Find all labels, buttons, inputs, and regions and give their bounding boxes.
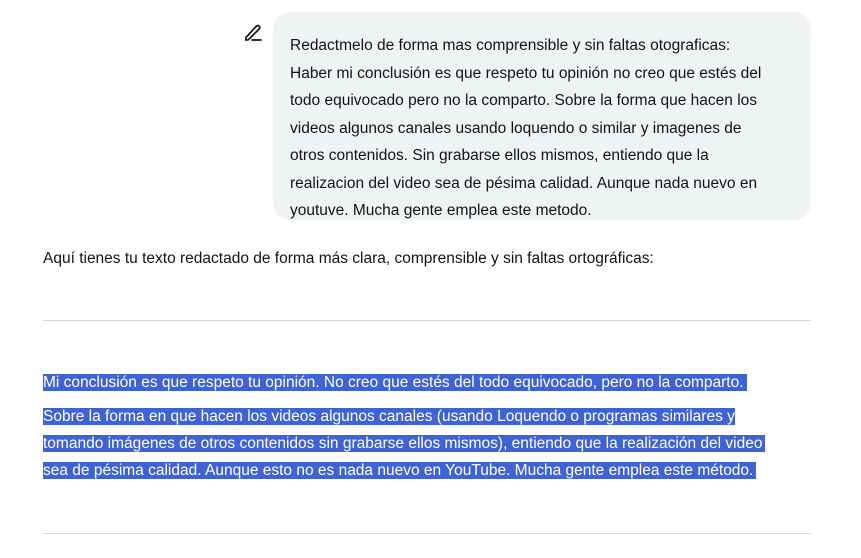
response-paragraph-1[interactable] [43,369,747,396]
response-intro: Aquí tienes tu texto redactado de forma más clara, comprensible y sin faltas ortográficas: [43,250,654,267]
pencil-icon[interactable] [243,22,263,42]
divider [43,320,811,321]
selected-text-line: Mi conclusión es que respeto tu opinión. No creo que estés del todo equivocado, pero no la comparto. [43,369,747,396]
user-message-line: videos algunos canales usando loquendo o similar y imagenes de [290,119,742,137]
user-message-line: otros contenidos. Sin grabarse ellos mismos, entiendo que la [290,147,709,164]
selected-text-line: tomando imágenes de otros contenidos sin grabarse ellos mismos), entiendo que la realización del video [43,430,765,457]
user-message-line: Redactmelo de forma mas comprensible y sin faltas otograficas: [290,37,731,54]
user-message-line: youtuve. Mucha gente emplea este metodo. [290,202,592,219]
divider [43,533,811,534]
selected-text-line: sea de pésima calidad. Aunque esto no es nada nuevo en YouTube. Mucha gente emplea este método. [43,457,765,484]
selected-text-line: Sobre la forma en que hacen los videos algunos canales (usando Loquendo o programas similares y [43,408,735,425]
user-message-line: todo equivocado pero no la comparto. Sobre la forma que hacen los [290,92,758,109]
user-message-line: Haber mi conclusión es que respeto tu opinión no creo que estés del [290,64,762,82]
user-message-line: realizacion del video sea de pésima calidad. Aunque nada nuevo en [290,174,758,192]
user-message-bubble [273,12,811,220]
response-paragraph-2[interactable] [43,403,765,484]
